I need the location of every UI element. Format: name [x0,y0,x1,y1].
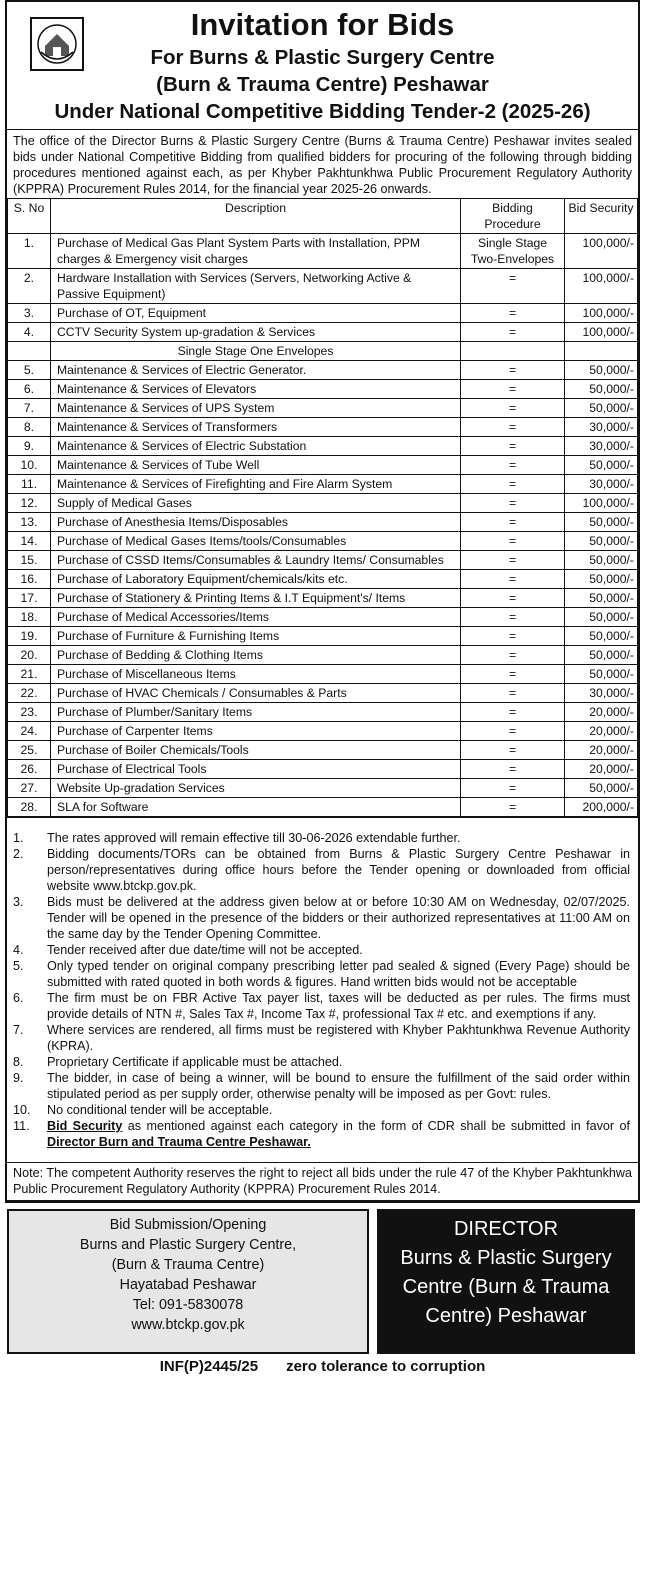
condition-item: 6. The firm must be on FBR Active Tax payer list, taxes will be deducted as per rules. The firms must provide details of NTN #, Sales Tax #, Income Tax #, professional Tax # etc. and exemptions if any. [13,991,630,1021]
row-description: CCTV Security System up-gradation & Services [51,323,461,342]
notice-subtitle-2: (Burn & Trauma Centre) Peshawar [156,73,489,96]
row-number: 13. [8,513,51,532]
row-number: 4. [8,323,51,342]
row-procedure: = [461,589,565,608]
table-row [8,570,638,589]
subheading: Single Stage One Envelopes [51,342,461,361]
row-number: 5. [8,361,51,380]
row-security: 50,000/- [565,551,638,570]
notice-subtitle-3: Under National Competitive Bidding Tender-2 (2025-26) [54,100,591,123]
table-subheading-row [8,342,638,361]
condition-item: 5. Only typed tender on original company prescribing letter pad sealed & signed (Every Page) should be submitted with rated quoted in both words & figures. Hand written bids would not be acceptable [13,959,630,989]
notice-title: Invitation for Bids [190,7,455,42]
table-row [8,304,638,323]
table-row [8,589,638,608]
table-row [8,646,638,665]
row-procedure: = [461,304,565,323]
condition-item: 10. No conditional tender will be acceptable. [13,1103,273,1117]
table-row [8,323,638,342]
row-procedure: = [461,760,565,779]
condition-item: 11. Bid Security as mentioned against each category in the form of CDR shall be submitted in favor of Director Burn and Trauma Centre Peshawar. [13,1119,630,1149]
condition-item: 7. Where services are rendered, all firms must be registered with Khyber Pakhtunkhwa Revenue Authority (KPRA). [13,1023,630,1053]
condition-item: 1. The rates approved will remain effective till 30-06-2026 extendable further. [13,831,461,845]
row-number: 24. [8,722,51,741]
row-procedure: = [461,361,565,380]
row-description: Maintenance & Services of Transformers [51,418,461,437]
row-description: Maintenance & Services of Electric Generator. [51,361,461,380]
table-row [8,418,638,437]
row-security: 50,000/- [565,361,638,380]
row-procedure: = [461,684,565,703]
row-number: 18. [8,608,51,627]
inf-code: INF(P)2445/25 [159,1358,259,1375]
table-row [8,475,638,494]
table-row [8,703,638,722]
row-description: Maintenance & Services of UPS System [51,399,461,418]
row-description: Purchase of Plumber/Sanitary Items [51,703,461,722]
row-description: Maintenance & Services of Tube Well [51,456,461,475]
row-security: 50,000/- [565,589,638,608]
row-description: Purchase of Anesthesia Items/Disposables [51,513,461,532]
row-security: 50,000/- [565,513,638,532]
row-number: 25. [8,741,51,760]
row-procedure: = [461,570,565,589]
table-row [8,798,638,817]
bottom-section [5,1209,640,1354]
row-security: 50,000/- [565,779,638,798]
header-description: Description [51,199,461,234]
row-procedure: = [461,456,565,475]
row-security: 100,000/- [565,494,638,513]
row-security: 50,000/- [565,380,638,399]
row-procedure: = [461,475,565,494]
note-paragraph: Note: The competent Authority reserves the right to reject all bids under the rule 47 of the Khyber Pakhtunkhwa Public Procurement Regulatory Authority (KPPRA) Procurement Rules 2014. [7,1162,638,1201]
table-row [8,494,638,513]
row-procedure: = [461,646,565,665]
row-procedure: = [461,627,565,646]
row-security: 100,000/- [565,269,638,304]
table-row [8,627,638,646]
footer [5,1358,640,1375]
row-security: 30,000/- [565,684,638,703]
row-procedure: = [461,798,565,817]
row-security: 30,000/- [565,418,638,437]
row-description: Supply of Medical Gases [51,494,461,513]
website-link[interactable]: www.btckp.gov.pk [131,1317,245,1333]
row-procedure: = [461,551,565,570]
row-security: 20,000/- [565,703,638,722]
row-procedure: = [461,722,565,741]
row-description: Purchase of Electrical Tools [51,760,461,779]
table-row [8,380,638,399]
row-procedure: = [461,779,565,798]
condition-item: 3. Bids must be delivered at the address given below at or before 10:30 AM on Wednesday, 02/07/2025. Tender will be opened in the presence of the bidders or their authorized representatives at 11:00 AM on the same day by the Tender Opening Committee. [13,895,630,941]
row-number: 1. [8,234,51,269]
row-procedure: = [461,380,565,399]
row-description: Purchase of Medical Gas Plant System Parts with Installation, PPM charges & Emergency visit charges [51,234,461,269]
row-description: Purchase of Medical Accessories/Items [51,608,461,627]
row-procedure: = [461,323,565,342]
row-procedure: = [461,703,565,722]
row-number: 19. [8,627,51,646]
table-row [8,608,638,627]
table-row [8,456,638,475]
row-number: 27. [8,779,51,798]
row-security: 50,000/- [565,665,638,684]
row-procedure: = [461,399,565,418]
row-security: 50,000/- [565,532,638,551]
row-number: 9. [8,437,51,456]
row-description: Purchase of CSSD Items/Consumables & Laundry Items/ Consumables [51,551,461,570]
table-row [8,269,638,304]
header-sno: S. No [8,199,51,234]
row-procedure: = [461,665,565,684]
row-description: Purchase of Medical Gases Items/tools/Consumables [51,532,461,551]
table-row [8,665,638,684]
header-security: Bid Security [565,199,638,234]
row-security: 50,000/- [565,399,638,418]
row-description: Purchase of Furniture & Furnishing Items [51,627,461,646]
row-number: 10. [8,456,51,475]
row-description: Maintenance & Services of Electric Substation [51,437,461,456]
row-number: 20. [8,646,51,665]
row-procedure: = [461,494,565,513]
table-row [8,779,638,798]
row-number: 3. [8,304,51,323]
table-group-2 [8,361,638,817]
table-header-row [8,199,638,234]
header-procedure: Bidding Procedure [461,199,565,234]
row-description: Purchase of HVAC Chemicals / Consumables & Parts [51,684,461,703]
row-security: 50,000/- [565,608,638,627]
row-description: Maintenance & Services of Elevators [51,380,461,399]
row-procedure: = [461,513,565,532]
row-procedure: = [461,418,565,437]
row-number: 12. [8,494,51,513]
payee-name: Director Burn and Trauma Centre Peshawar. [47,1135,311,1149]
intro-paragraph: The office of the Director Burns & Plastic Surgery Centre (Burns & Trauma Centre) Peshawar invites sealed bids under National Competitive Bidding from qualified bidders for procuring of the following through bidding procedures mentioned against each, as per Khyber Pakhtunkhwa Public Procurement Regulatory Authority (KPPRA) Procurement Rules 2014, for the financial year 2025-26 onwards. [13,134,632,196]
row-security: 50,000/- [565,570,638,589]
row-description: Purchase of Laboratory Equipment/chemicals/kits etc. [51,570,461,589]
row-security: 30,000/- [565,437,638,456]
row-number: 7. [8,399,51,418]
table-row [8,234,638,269]
row-procedure: = [461,608,565,627]
row-security: 50,000/- [565,456,638,475]
row-security: 50,000/- [565,627,638,646]
table-row [8,760,638,779]
row-procedure: = [461,437,565,456]
row-number: 11. [8,475,51,494]
row-number: 2. [8,269,51,304]
row-description: Maintenance & Services of Firefighting and Fire Alarm System [51,475,461,494]
row-description: Purchase of Miscellaneous Items [51,665,461,684]
row-procedure: = [461,532,565,551]
row-security: 30,000/- [565,475,638,494]
row-number: 16. [8,570,51,589]
condition-item: 8. Proprietary Certificate if applicable must be attached. [13,1055,343,1069]
table-row [8,684,638,703]
condition-item: 4. Tender received after due date/time will not be accepted. [13,943,363,957]
row-description: Website Up-gradation Services [51,779,461,798]
row-number: 8. [8,418,51,437]
row-number: 21. [8,665,51,684]
row-number: 22. [8,684,51,703]
footer-slogan: zero tolerance to corruption [286,1358,486,1375]
table-row [8,532,638,551]
row-number: 17. [8,589,51,608]
row-security: 20,000/- [565,760,638,779]
row-number: 26. [8,760,51,779]
row-security: 100,000/- [565,304,638,323]
table-row [8,513,638,532]
table-group-1 [8,234,638,342]
kp-emblem-icon [29,16,85,72]
row-security: 100,000/- [565,234,638,269]
row-number: 15. [8,551,51,570]
row-procedure: = [461,269,565,304]
row-security: 20,000/- [565,741,638,760]
row-description: Purchase of OT, Equipment [51,304,461,323]
row-number: 14. [8,532,51,551]
row-number: 23. [8,703,51,722]
row-security: 200,000/- [565,798,638,817]
row-description: Purchase of Stationery & Printing Items & I.T Equipment's/ Items [51,589,461,608]
row-number: 28. [8,798,51,817]
table-row [8,361,638,380]
conditions-list [11,830,634,1118]
notice-header [7,2,638,130]
submission-address-box: Bid Submission/Opening Burns and Plastic Surgery Centre, (Burn & Trauma Centre) Hayatabad Peshawar Tel: 091-5830078 www.btckp.gov.pk [7,1209,369,1354]
notice-frame [5,0,640,1203]
conditions-section [7,817,638,1160]
row-description: Purchase of Carpenter Items [51,722,461,741]
bid-security-label: Bid Security [47,1119,123,1133]
row-security: 20,000/- [565,722,638,741]
row-description: Hardware Installation with Services (Servers, Networking Active & Passive Equipment) [51,269,461,304]
row-description: Purchase of Bedding & Clothing Items [51,646,461,665]
director-box: DIRECTOR Burns & Plastic Surgery Centre (Burn & Trauma Centre) Peshawar [377,1209,635,1354]
table-row [8,722,638,741]
row-security: 100,000/- [565,323,638,342]
tender-notice [5,0,640,1595]
row-procedure: = [461,741,565,760]
row-security: 50,000/- [565,646,638,665]
table-row [8,551,638,570]
condition-item: 9. The bidder, in case of being a winner, will be bound to ensure the fulfillment of the said order within stipulated period as per supply order, otherwise penalty will be imposed as per Govt: rules. [13,1071,630,1101]
table-row [8,399,638,418]
table-row [8,741,638,760]
notice-subtitle-1: For Burns & Plastic Surgery Centre [150,46,495,69]
bids-table [7,198,638,817]
row-procedure: Single Stage Two-Envelopes [461,234,565,269]
row-number: 6. [8,380,51,399]
table-row [8,437,638,456]
condition-item: 2. Bidding documents/TORs can be obtained from Burns & Plastic Surgery Centre Peshawar in person/representatives during office hours before the Tender opening or downloaded from official website www.btckp.gov.pk. [13,847,630,893]
row-description: Purchase of Boiler Chemicals/Tools [51,741,461,760]
row-description: SLA for Software [51,798,461,817]
